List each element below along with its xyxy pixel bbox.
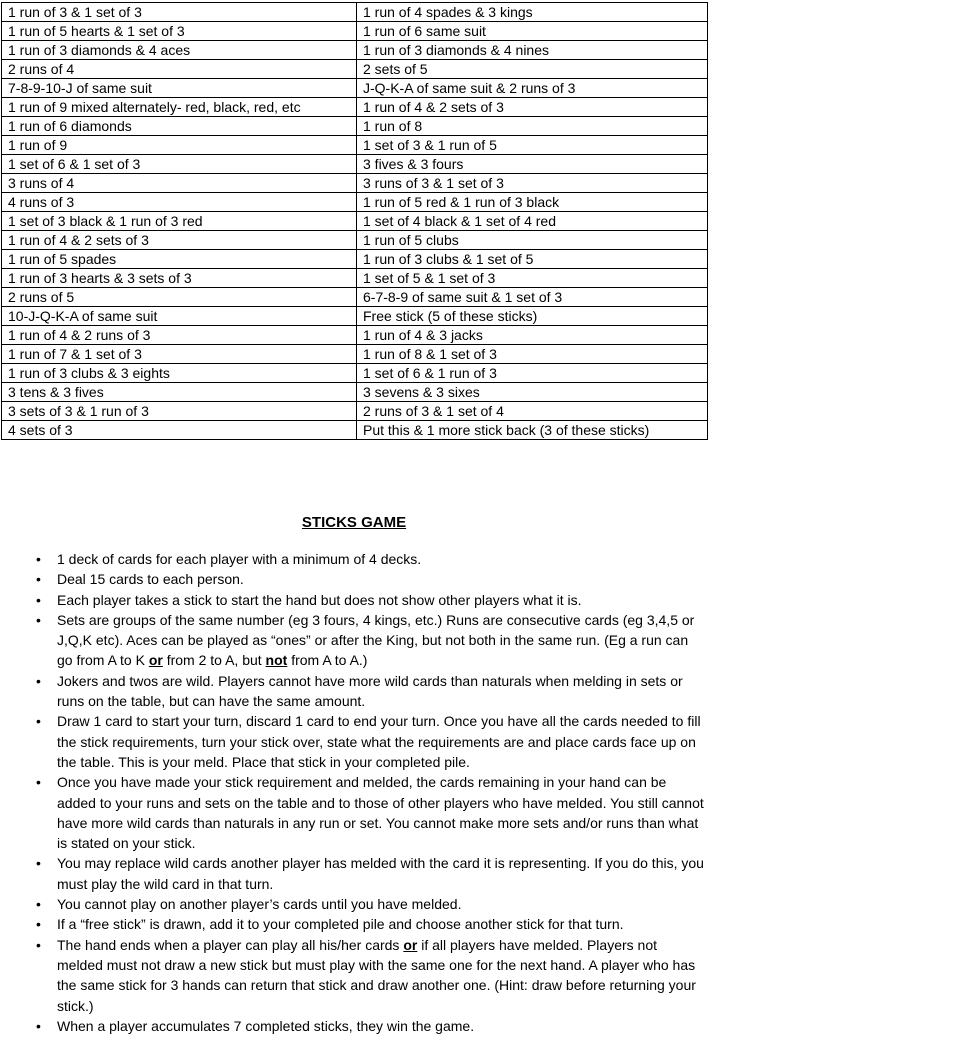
table-row (2, 174, 708, 193)
rule-text-emphasis: or (148, 652, 163, 669)
table-row (2, 269, 708, 288)
table-row (2, 136, 708, 155)
stick-requirement-cell: 1 run of 5 spades (2, 250, 357, 269)
stick-requirement-cell: 1 run of 4 & 2 sets of 3 (357, 98, 708, 117)
rules-list (0, 549, 704, 1036)
table-row (2, 79, 708, 98)
stick-requirement-cell: 1 run of 9 mixed alternately- red, black, red, etc (2, 98, 357, 117)
rule-text: 1 deck of cards for each player with a minimum of 4 decks. (57, 551, 422, 567)
table-row (2, 41, 708, 60)
stick-requirement-cell: 1 set of 3 & 1 run of 5 (357, 136, 708, 155)
table-row (2, 326, 708, 345)
rule-text: if all players have melded. Players not melded must not draw a new stick but must play with the same one for the next hand. A player who has the same stick for 3 hands can return that stick and draw another one. (Hint: draw before returning your stick.) (57, 936, 696, 1014)
table-row (2, 98, 708, 117)
stick-requirement-cell: 6-7-8-9 of same suit & 1 set of 3 (357, 288, 708, 307)
stick-requirement-cell: 1 run of 3 & 1 set of 3 (2, 3, 357, 22)
stick-requirement-cell: 2 sets of 5 (357, 60, 708, 79)
rule-text: Jokers and twos are wild. Players cannot have more wild cards than naturals when melding in sets or runs on the table, but can have the same amount. (57, 672, 683, 710)
table-row (2, 60, 708, 79)
rule-text: The hand ends when a player can play all his/her cards (57, 936, 404, 953)
rule-text: When a player accumulates 7 completed sticks, they win the game. (57, 1017, 475, 1034)
stick-requirement-cell: 1 run of 9 (2, 136, 357, 155)
rule-item (57, 914, 704, 934)
rule-item (57, 671, 704, 712)
stick-requirement-cell: 1 set of 3 black & 1 run of 3 red (2, 212, 357, 231)
stick-requirement-cell: 1 set of 4 black & 1 set of 4 red (357, 212, 708, 231)
stick-requirement-cell: 1 run of 4 & 2 sets of 3 (2, 231, 357, 250)
rule-text: Once you have made your stick requirement and melded, the cards remaining in your hand can be added to your runs and sets on the table and to those of other players who have melded. You still cannot have more wild cards than naturals in any run or set. You cannot make more sets and/or runs than what is stated on your stick. (57, 774, 704, 852)
rule-text: If a “free stick” is drawn, add it to your completed pile and choose another stick for that turn. (57, 916, 624, 933)
stick-requirement-cell: 1 set of 6 & 1 set of 3 (2, 155, 357, 174)
stick-requirement-cell: 2 runs of 4 (2, 60, 357, 79)
stick-requirement-cell: 1 run of 3 hearts & 3 sets of 3 (2, 269, 357, 288)
stick-requirement-cell: 3 tens & 3 fives (2, 383, 357, 402)
stick-requirement-cell: 7-8-9-10-J of same suit (2, 79, 357, 98)
stick-requirement-cell: 1 run of 3 clubs & 3 eights (2, 364, 357, 383)
rule-item (57, 610, 704, 671)
stick-requirement-cell: 1 run of 3 diamonds & 4 nines (357, 41, 708, 60)
stick-requirement-cell: 4 sets of 3 (2, 421, 357, 440)
table-row (2, 288, 708, 307)
rule-item (57, 549, 704, 569)
stick-requirement-cell: Put this & 1 more stick back (3 of these sticks) (357, 421, 708, 440)
table-row (2, 364, 708, 383)
rule-item (57, 853, 704, 894)
stick-requirement-cell: 1 run of 6 diamonds (2, 117, 357, 136)
table-row (2, 193, 708, 212)
sticks-table-body (2, 3, 708, 440)
stick-requirement-cell: 1 run of 3 diamonds & 4 aces (2, 41, 357, 60)
stick-requirement-cell: 1 run of 6 same suit (357, 22, 708, 41)
stick-requirement-cell: 1 run of 4 & 3 jacks (357, 326, 708, 345)
stick-requirement-cell: 1 run of 5 clubs (357, 231, 708, 250)
rule-text: Sets are groups of the same number (eg 3 fours, 4 kings, etc.) Runs are consecutive cards (eg 3,4,5 or J,Q,K etc). Aces can be played as “ones” or after the King, but not both in the same run. (Eg a run can go from A to K (57, 611, 695, 669)
rule-item (57, 590, 704, 610)
stick-requirement-cell: 2 runs of 5 (2, 288, 357, 307)
table-row (2, 250, 708, 269)
stick-requirement-cell: 10-J-Q-K-A of same suit (2, 307, 357, 326)
stick-requirement-cell: 3 sets of 3 & 1 run of 3 (2, 402, 357, 421)
stick-requirement-cell: 1 set of 5 & 1 set of 3 (357, 269, 708, 288)
table-row (2, 22, 708, 41)
stick-requirement-cell: 1 set of 6 & 1 run of 3 (357, 364, 708, 383)
stick-requirement-cell: 1 run of 7 & 1 set of 3 (2, 345, 357, 364)
table-row (2, 307, 708, 326)
stick-requirement-cell: 3 runs of 3 & 1 set of 3 (357, 174, 708, 193)
stick-requirement-cell: 1 run of 8 & 1 set of 3 (357, 345, 708, 364)
rule-text: You may replace wild cards another player has melded with the card it is representing. If you do this, you must play the wild card in that turn. (57, 855, 704, 892)
table-row (2, 421, 708, 440)
table-row (2, 212, 708, 231)
stick-requirement-cell: 3 fives & 3 fours (357, 155, 708, 174)
rule-item (57, 711, 704, 772)
table-row (2, 345, 708, 364)
rule-text: Deal 15 cards to each person. (57, 571, 244, 588)
stick-requirement-cell: Free stick (5 of these sticks) (357, 307, 708, 326)
rule-text: from A to A.) (287, 652, 368, 669)
table-row (2, 383, 708, 402)
stick-requirement-cell: 4 runs of 3 (2, 193, 357, 212)
rule-text: You cannot play on another player’s cards until you have melded. (57, 896, 462, 913)
rule-item (57, 772, 704, 853)
stick-requirement-cell: 1 run of 3 clubs & 1 set of 5 (357, 250, 708, 269)
table-row (2, 402, 708, 421)
stick-requirement-cell: 1 run of 5 hearts & 1 set of 3 (2, 22, 357, 41)
rule-text-emphasis: not (265, 652, 288, 669)
rule-text: from 2 to A, but (162, 652, 266, 669)
stick-requirement-cell: 1 run of 8 (357, 117, 708, 136)
stick-requirement-cell: 1 run of 4 & 2 runs of 3 (2, 326, 357, 345)
rule-item (57, 569, 704, 589)
stick-requirement-cell: 2 runs of 3 & 1 set of 4 (357, 402, 708, 421)
table-row (2, 3, 708, 22)
stick-requirement-cell: 1 run of 5 red & 1 run of 3 black (357, 193, 708, 212)
rule-item (57, 1016, 704, 1036)
table-row (2, 117, 708, 136)
stick-requirement-cell: 3 runs of 4 (2, 174, 357, 193)
rule-item (57, 894, 704, 914)
table-row (2, 231, 708, 250)
table-row (2, 155, 708, 174)
rule-text-emphasis: or (403, 936, 418, 953)
stick-requirement-cell: 3 sevens & 3 sixes (357, 383, 708, 402)
stick-requirement-cell: 1 run of 4 spades & 3 kings (357, 3, 708, 22)
stick-requirement-cell: J-Q-K-A of same suit & 2 runs of 3 (357, 79, 708, 98)
rule-text: Draw 1 card to start your turn, discard 1 card to end your turn. Once you have all the cards needed to fill the stick requirements, turn your stick over, state what the requirements are and place cards face up on the table. This is your meld. Place that stick in your completed pile. (57, 713, 701, 770)
rule-item (57, 935, 704, 1016)
rule-text: Each player takes a stick to start the hand but does not show other players what it is. (57, 591, 582, 608)
stick-requirements-table (1, 2, 708, 440)
page-title: STICKS GAME (301, 514, 407, 531)
